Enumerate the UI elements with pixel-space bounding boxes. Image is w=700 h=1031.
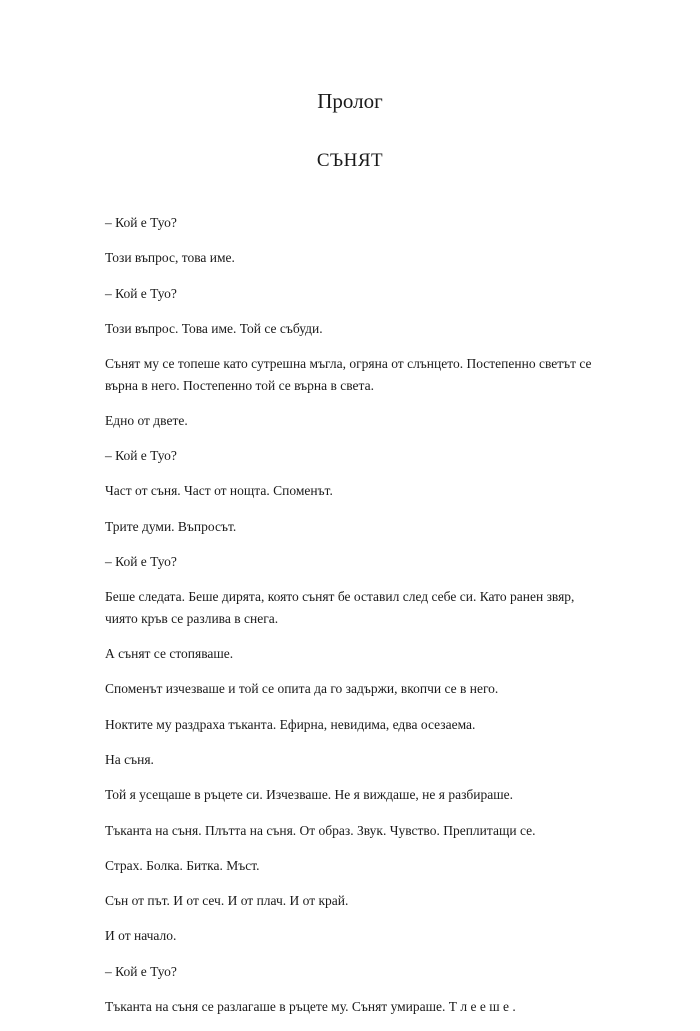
paragraph: Едно от двете. <box>105 412 188 428</box>
paragraph: – Кой е Туо? <box>105 554 177 570</box>
paragraph: – Кой е Туо? <box>105 448 177 464</box>
paragraph: И от начало. <box>105 928 177 944</box>
paragraph: Този въпрос. Това име. Той се събуди. <box>105 320 323 336</box>
body-text <box>105 212 605 1031</box>
paragraph: – Кой е Туо? <box>105 215 177 230</box>
paragraph: – Кой е Туо? <box>105 963 177 979</box>
paragraph: Ноктите му раздраха тъканта. Ефирна, невидима, едва осезаема. <box>105 716 476 732</box>
paragraph: На съня. <box>105 751 154 767</box>
prologue-title: Пролог <box>317 89 383 113</box>
paragraph: – Кой е Туо? <box>105 285 177 301</box>
paragraph: Споменът изчезваше и той се опита да го задържи, вкопчи се в него. <box>105 681 499 697</box>
paragraph: Тъканта на съня. Плътта на съня. От образ. Звук. Чувство. Преплитащи се. <box>105 822 536 838</box>
chapter-title: СЪНЯТ <box>316 150 384 171</box>
paragraph: Сън от път. И от сеч. И от плач. И от край. <box>105 893 349 909</box>
paragraph: А сънят се стопяваше. <box>105 646 234 662</box>
paragraph: Тъканта на съня се разлагаше в ръцете му. Сънят умираше. Т л е е ш е . <box>105 999 516 1015</box>
paragraph: Трите думи. Въпросът. <box>105 518 237 534</box>
paragraph: Той я усещаше в ръцете си. Изчезваше. Не я виждаше, не я разбираше. <box>105 787 514 803</box>
paragraph: Беше следата. Беше дирята, която сънят бе оставил след себе си. Като ранен звяр, чиято кръв се разлива в снега. <box>105 589 575 626</box>
paragraph: Този въпрос, това име. <box>105 250 235 266</box>
paragraph: Страх. Болка. Битка. Мъст. <box>105 857 260 873</box>
paragraph: Част от съня. Част от нощта. Споменът. <box>105 483 333 499</box>
paragraph: Сънят му се топеше като сутрешна мъгла, огряна от слънцето. Постепенно светът се върна в него. Постепенно той се върна в света. <box>105 356 592 393</box>
